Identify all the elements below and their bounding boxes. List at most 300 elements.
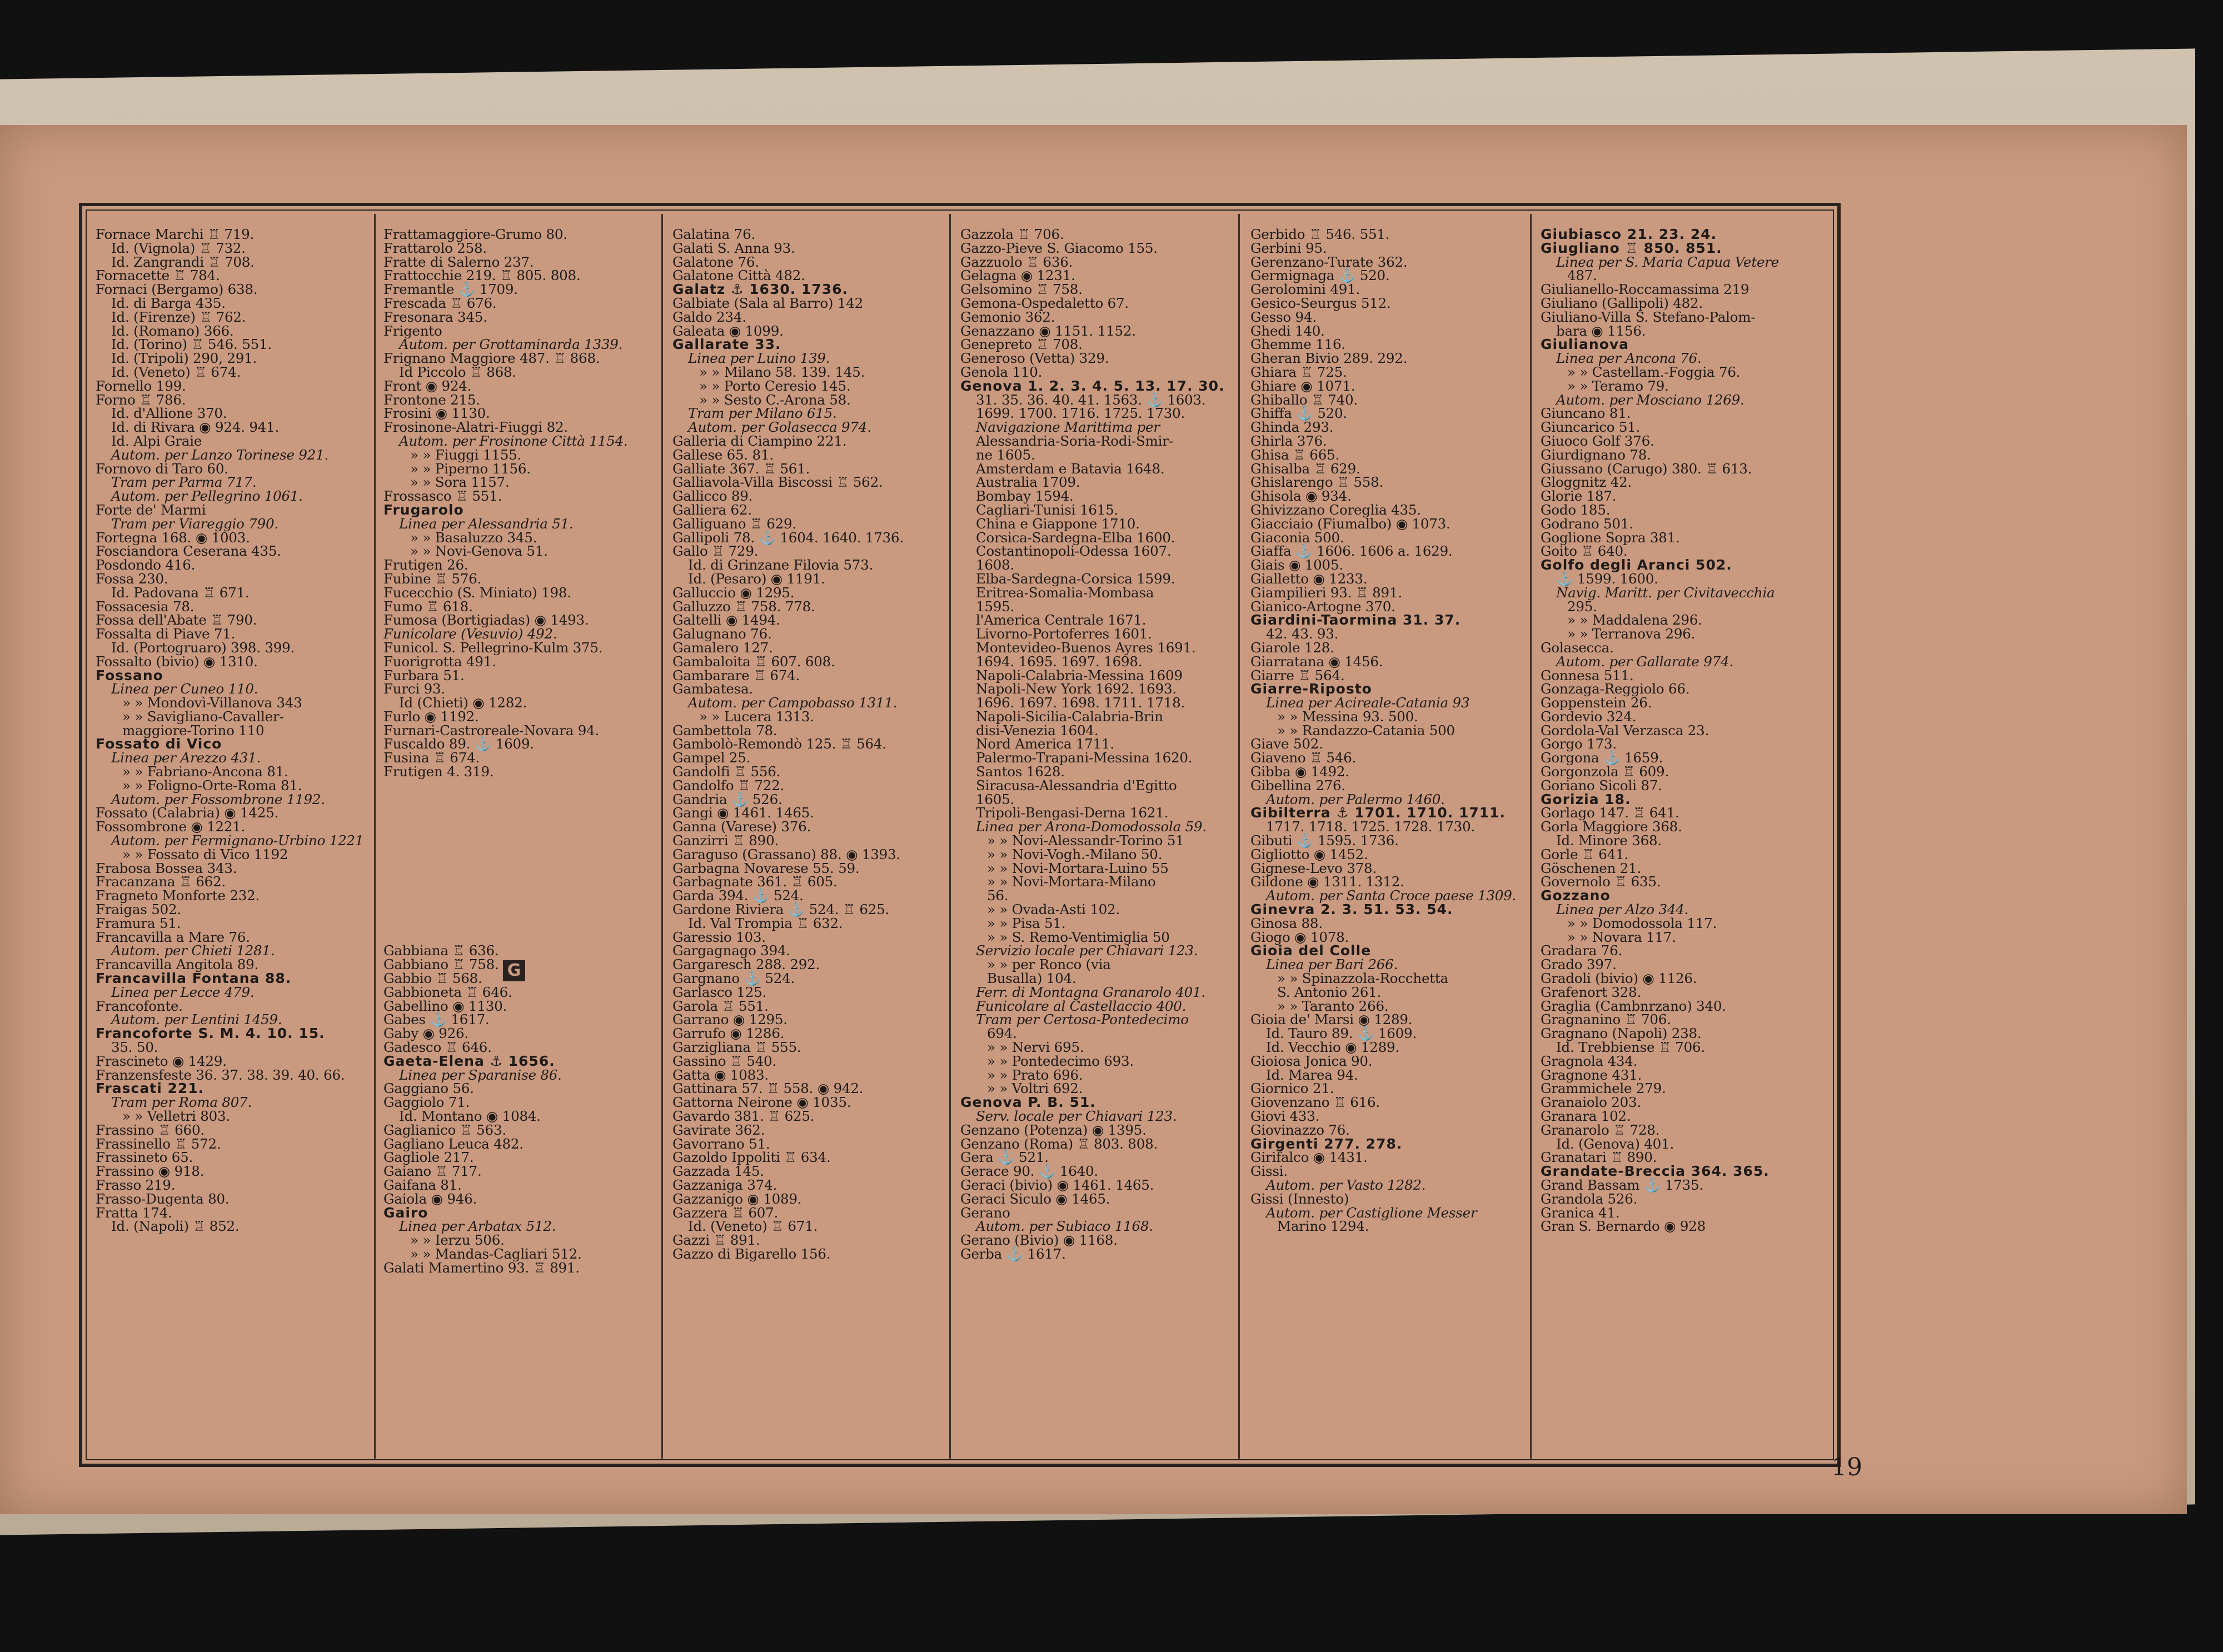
index-entry: 42. 43. 93. [1266,626,1339,642]
index-entry: Id (Chieti) ◉ 1282. [399,695,527,711]
index-entry: » » Fossato di Vico 1192 [122,846,288,862]
index-entry [383,834,659,848]
index-entry: Francofonte. [96,997,183,1014]
index-entry: Gerbido ♖ 546. 551. [1250,228,1390,242]
index-entry: 1696. 1697. 1698. 1711. 1718. [976,695,1185,711]
index-entry: ne 1605. [976,446,1035,463]
index-entry: Fornaci (Bergamo) 638. [96,281,258,298]
index-entry: Palermo-Trapani-Messina 1620. [976,750,1193,766]
index-entry: Golasecca. [1541,639,1614,656]
index-entry: Fraigas 502. [96,901,181,918]
index-entry: Autom. per Campobasso 1311. [688,695,898,711]
index-entry: Frassinello ♖ 572. [96,1135,221,1152]
index-entry: Grado 397. [1541,956,1617,973]
index-entry: » » Basaluzzo 345. [410,529,537,546]
index-entry: Grand Bassam ⚓ 1735. [1541,1176,1703,1193]
index-entry: Linea per Luino 139. [688,350,830,367]
index-entry: Bombay 1594. [976,488,1074,505]
index-entry: Id. Tauro 89. ⚓ 1609. [1266,1025,1417,1042]
index-entry: Gazzaniga 374. [672,1176,777,1193]
index-entry: Garessio 103. [672,929,766,945]
index-column-5 [1250,228,1527,1450]
index-entry: Gera ⚓ 521. [960,1149,1049,1166]
index-entry: Ganzirri ♖ 890. [672,832,779,849]
index-entry: Furnari-Castroreale-Novara 94. [383,722,600,738]
index-entry: Generoso (Vetta) 329. [960,350,1109,367]
index-entry: Gaglianico ♖ 563. [383,1121,506,1138]
index-entry: Gazzi ♖ 891. [672,1232,760,1249]
index-entry: Ghiballo ♖ 740. [1250,391,1358,408]
index-entry: Gissi (Innesto) [1250,1190,1349,1207]
index-entry: 1717. 1718. 1725. 1728. 1730. [1266,818,1476,835]
index-entry: Gioia de' Marsi ◉ 1289. [1250,1011,1413,1028]
index-entry: Id. Trebbiense ♖ 706. [1556,1039,1705,1056]
index-entry: Gabbiana ♖ 636. [383,942,499,959]
index-entry: Id. (Genova) 401. [1556,1135,1674,1152]
index-entry: Gallarate 33. [672,336,781,353]
index-entry: Frutigen 4. 319. [383,763,494,780]
index-entry: Ghivizzano Coreglia 435. [1250,501,1421,518]
index-entry: Gambarare ♖ 674. [672,667,800,683]
index-entry: Gibuti ⚓ 1595. 1736. [1250,832,1399,849]
index-entry: » » Ovada-Asti 102. [987,901,1120,918]
index-entry: Frosinone-Alatri-Fiuggi 82. [383,419,568,436]
index-entry: Fucecchio (S. Miniato) 198. [383,584,571,601]
index-entry: Id. Alpi Graie [111,432,202,449]
index-entry: Gheran Bivio 289. 292. [1250,350,1408,367]
index-entry: Gagliole 217. [383,1149,474,1166]
index-entry: Gissi. [1250,1163,1288,1180]
index-entry: Gragnanino ♖ 706. [1541,1011,1671,1028]
index-entry: Gloggnitz 42. [1541,474,1632,491]
index-entry: Fuscaldo 89. ⚓ 1609. [383,736,534,752]
index-entry: Ferr. di Montagna Granarolo 401. [976,984,1205,1000]
index-entry: Franzensfeste 36. 37. 38. 39. 40. 66. [96,1066,345,1083]
index-entry: S. Antonio 261. [1277,984,1382,1000]
index-entry: Frescada ♖ 676. [383,295,497,311]
index-entry: » » Savigliano-Cavaller- [122,708,284,725]
index-entry: Giuncarico 51. [1541,419,1641,436]
index-entry: Giornico 21. [1250,1080,1334,1097]
index-entry: Giogo ◉ 1078. [1250,929,1349,945]
index-entry: Goito ♖ 640. [1541,543,1628,560]
index-entry: Santos 1628. [976,763,1065,780]
index-entry: Autom. per Castiglione Messer [1266,1204,1477,1221]
index-entry: » » Taranto 266. [1277,997,1389,1014]
index-entry: Id. (Vignola) ♖ 732. [111,239,246,256]
index-entry [383,820,659,834]
index-entry: Fortegna 168. ◉ 1003. [96,529,250,546]
index-entry: Tram per Parma 717. [111,474,257,491]
index-entry: Gonzaga-Reggiolo 66. [1541,681,1690,697]
index-entry [383,862,659,876]
index-entry: Giuliano-Villa S. Stefano-Palom- [1541,308,1756,325]
index-entry: » » Pontedecimo 693. [987,1052,1134,1069]
index-entry: Tram per Roma 807. [111,1094,252,1111]
index-entry: Gassino ♖ 540. [672,1052,776,1069]
index-entry: Nord America 1711. [976,736,1114,752]
index-entry: Garlasco 125. [672,984,767,1000]
index-entry: Gaggiano 56. [383,1080,474,1097]
index-entry: Garrufo ◉ 1286. [672,1025,785,1042]
index-entry: Gialletto ◉ 1233. [1250,570,1368,587]
index-entry: » » Novi-Alessandr-Torino 51 [987,832,1184,849]
index-entry: Frugarolo [383,501,464,518]
index-entry: Gazzola ♖ 706. [960,228,1064,242]
index-entry: Napoli-Calabria-Messina 1609 [976,667,1183,683]
index-entry: Giuncano 81. [1541,405,1631,422]
index-entry: Galtelli ◉ 1494. [672,612,780,628]
index-entry: Genova P. B. 51. [960,1094,1096,1111]
index-entry: Id. Marea 94. [1266,1066,1358,1083]
index-entry: Goriano Sicoli 87. [1541,777,1662,793]
index-entry: Gazzo-Pieve S. Giacomo 155. [960,239,1158,256]
index-entry: Gozzano [1541,887,1611,904]
index-entry: Costantinopoli-Odessa 1607. [976,543,1172,560]
index-entry: Gambolò-Remondò 125. ♖ 564. [672,736,886,752]
index-entry: Grandate-Breccia 364. 365. [1541,1163,1770,1180]
index-entry: Galati Mamertino 93. ♖ 891. [383,1259,580,1276]
index-entry: Id. Padovana ♖ 671. [111,584,250,601]
index-entry: Id. (Romano) 366. [111,322,234,339]
index-entry: Linea per Alzo 344. [1556,901,1689,918]
index-entry: Autom. per Palermo 1460. [1266,791,1445,807]
index-entry: Gesico-Seurgus 512. [1250,295,1391,311]
index-entry: Fragneto Monforte 232. [96,887,260,904]
index-entry: Fossalto (bivio) ◉ 1310. [96,653,258,670]
index-entry: Fratte di Salerno 237. [383,253,534,270]
index-entry: Granatari ♖ 890. [1541,1149,1657,1166]
index-entry [383,889,659,903]
index-entry: Eritrea-Somalia-Mombasa [976,584,1154,601]
index-entry: Gorla Maggiore 368. [1541,818,1682,835]
index-entry: Autom. per Grottaminarda 1339. [399,336,623,353]
index-entry: Id. Vecchio ◉ 1289. [1266,1039,1399,1056]
index-entry: Gonnesa 511. [1541,667,1634,683]
index-entry: Fuorigrotta 491. [383,653,496,670]
index-entry: Gargaresch 288. 292. [672,956,820,973]
index-entry: Ginosa 88. [1250,915,1323,931]
index-entry: Garzigliana ♖ 555. [672,1039,801,1056]
index-entry [383,875,659,889]
index-entry: Gattorna Neirone ◉ 1035. [672,1094,851,1111]
index-entry: Ghemme 116. [1250,336,1345,353]
index-entry: Fossa dell'Abate ♖ 790. [96,612,257,628]
index-entry: Fossato (Calabria) ◉ 1425. [96,805,279,821]
index-entry: Gaggiolo 71. [383,1094,470,1111]
index-entry: Giurdignano 78. [1541,446,1651,463]
index-entry: Front ◉ 924. [383,377,472,394]
index-entry: Gaiola ◉ 946. [383,1190,477,1207]
index-entry: Frassino ♖ 660. [96,1121,205,1138]
index-entry: Frassineto 65. [96,1149,193,1166]
index-entry: Giussano (Carugo) 380. ♖ 613. [1541,460,1752,477]
index-entry: » » Messina 93. 500. [1277,708,1418,725]
index-entry: Id. (Firenze) ♖ 762. [111,308,246,325]
index-entry: Golfo degli Aranci 502. [1541,557,1732,573]
index-entry: Gignese-Levo 378. [1250,860,1377,876]
index-entry: Gemona-Ospedaletto 67. [960,295,1129,311]
index-entry: Gorlago 147. ♖ 641. [1541,805,1679,821]
index-entry: » » Nervi 695. [987,1039,1084,1056]
index-entry: Gran S. Bernardo ◉ 928 [1541,1218,1706,1235]
index-entry: Giampilieri 93. ♖ 891. [1250,584,1402,601]
index-entry [383,848,659,862]
index-entry: Genova 1. 2. 3. 4. 5. 13. 17. 30. [960,377,1225,394]
index-entry: Id. (Napoli) ♖ 852. [111,1218,240,1235]
index-entry: Granara 102. [1541,1108,1631,1124]
index-entry: Giaffa ⚓ 1606. 1606 a. 1629. [1250,543,1453,560]
index-entry: Francavilla Angitola 89. [96,956,259,973]
index-entry: Godrano 501. [1541,515,1633,532]
index-entry: Id. d'Allione 370. [111,405,227,422]
index-entry: Granaiolo 203. [1541,1094,1641,1111]
index-entry: Frascati 221. [96,1080,205,1097]
index-entry: 1699. 1700. 1716. 1725. 1730. [976,405,1185,422]
index-entry: disi-Venezia 1604. [976,722,1099,738]
index-entry: » » Porto Ceresio 145. [699,377,851,394]
index-entry: Napoli-Sicilia-Calabria-Brin [976,708,1163,725]
index-column-3 [672,228,948,1450]
column-rule [1530,214,1532,1459]
index-entry [383,806,659,820]
index-entry: Posdondo 416. [96,557,196,573]
index-entry: Id. Minore 368. [1556,832,1662,849]
index-entry: Goppenstein 26. [1541,695,1652,711]
index-entry: Fumo ♖ 618. [383,598,473,615]
index-entry: Giacciaio (Fiumalbo) ◉ 1073. [1250,515,1451,532]
index-entry: 1605. [976,791,1015,807]
index-entry: Giarratana ◉ 1456. [1250,653,1383,670]
index-entry: Ghisalba ♖ 629. [1250,460,1360,477]
index-entry: Francoforte S. M. 4. 10. 15. [96,1025,325,1042]
index-entry: Linea per Cuneo 110. [111,681,258,697]
index-entry: Gairo [383,1204,428,1221]
index-entry [383,917,659,931]
index-entry: Francavilla a Mare 76. [96,929,250,945]
index-entry: Gildone ◉ 1311. 1312. [1250,874,1404,890]
index-entry: Gambaloita ♖ 607. 608. [672,653,835,670]
index-entry: Gragnola 434. [1541,1052,1638,1069]
index-entry: Garrano ◉ 1295. [672,1011,787,1028]
index-entry: Giovenzano ♖ 616. [1250,1094,1380,1111]
index-entry: Furci 93. [383,681,445,697]
index-entry: Gavorrano 51. [672,1135,770,1152]
index-entry: Granarolo ♖ 728. [1541,1121,1660,1138]
index-entry: Linea per Arbatax 512. [399,1218,556,1235]
index-entry: Gabes ⚓ 1617. [383,1011,490,1028]
index-entry: Gordola-Val Verzasca 23. [1541,722,1709,738]
index-entry: Gerenzano-Turate 362. [1250,253,1408,270]
index-entry: Gazzanigo ◉ 1089. [672,1190,802,1207]
index-entry: 31. 35. 36. 40. 41. 1563. ⚓ 1603. [976,391,1206,408]
index-entry: » » Sesto C.-Arona 58. [699,391,851,408]
index-entry: Germignaga ⚓ 520. [1250,267,1390,284]
index-entry: Francavilla Fontana 88. [96,970,292,987]
index-entry: » » Pisa 51. [987,915,1066,931]
index-entry: Fossano [96,667,163,683]
index-entry: Galbiate (Sala al Barro) 142 [672,295,863,311]
index-entry: » » Domodossola 117. [1567,915,1717,931]
index-entry: Frutigen 26. [383,557,468,573]
index-entry: Furbara 51. [383,667,465,683]
column-rule [949,214,951,1459]
index-entry: Giarre ♖ 564. [1250,667,1345,683]
index-entry: Tram per Milano 615. [688,405,837,422]
index-entry: Gradoli (bivio) ◉ 1126. [1541,970,1697,987]
index-entry: Ghedi 140. [1250,322,1325,339]
index-entry: Serv. locale per Chiavari 123. [976,1108,1177,1124]
index-entry: Galatone 76. [672,253,759,270]
index-entry: Id. Montano ◉ 1084. [399,1108,541,1124]
index-entry: China e Giappone 1710. [976,515,1140,532]
column-rule [1238,214,1240,1459]
index-entry: Galliera 62. [672,501,752,518]
index-entry: Frattarolo 258. [383,239,487,256]
index-column-4 [960,228,1235,1450]
index-entry: 487. [1567,267,1597,284]
index-entry: Glorie 187. [1541,488,1617,505]
index-entry: Giugliano ♖ 850. 851. [1541,239,1722,256]
index-entry: Autom. per Golasecca 974. [688,419,871,436]
index-entry: Garola ♖ 551. [672,997,769,1014]
index-entry: Linea per S. Maria Capua Vetere [1556,253,1780,270]
index-entry: Gagliano Leuca 482. [383,1135,524,1152]
index-entry: Girgenti 277. 278. [1250,1135,1403,1152]
index-entry: Genzano (Potenza) ◉ 1395. [960,1121,1147,1138]
index-entry: Giulianova [1541,336,1629,353]
index-entry: Galugnano 76. [672,626,772,642]
index-entry: Fosciandora Ceserana 435. [96,543,281,560]
index-entry: Gorgona ⚓ 1659. [1541,750,1663,766]
index-entry: Frasso 219. [96,1176,176,1193]
index-entry: Gandolfi ♖ 556. [672,763,781,780]
index-entry: Frassino ◉ 918. [96,1163,205,1180]
index-entry: Ghiara ♖ 725. [1250,363,1347,380]
index-entry: Framura 51. [96,915,181,931]
index-entry: l'America Centrale 1671. [976,612,1147,628]
index-entry: » » per Ronco (via [987,956,1111,973]
index-entry: Gerba ⚓ 1617. [960,1245,1066,1262]
index-entry: Gesso 94. [1250,308,1317,325]
index-entry: Fubine ♖ 576. [383,570,482,587]
index-entry: Godo 185. [1541,501,1611,518]
index-entry: Autom. per Subiaco 1168. [976,1218,1153,1235]
index-entry: Autom. per Pellegrino 1061. [111,488,303,505]
index-entry: Gambettola 78. [672,722,777,738]
index-entry: bara ◉ 1156. [1556,322,1646,339]
index-entry: Autom. per Chieti 1281. [111,942,275,959]
index-entry: Servizio locale per Chiavari 123. [976,942,1198,959]
index-entry: Id. (Portogruaro) 398. 399. [111,639,295,656]
index-entry: Furlo ◉ 1192. [383,708,479,725]
index-entry: Gallicco 89. [672,488,753,505]
index-entry: Montevideo-Buenos Ayres 1691. [976,639,1196,656]
index-entry: Fossa 230. [96,570,168,587]
index-entry: Gallese 65. 81. [672,446,774,463]
index-entry: Göschenen 21. [1541,860,1642,876]
index-entry: » » Fabriano-Ancona 81. [122,763,288,780]
index-entry: Gorle ♖ 641. [1541,846,1629,862]
index-entry: Giuliano (Gallipoli) 482. [1541,295,1703,311]
index-entry: Gandolfo ♖ 722. [672,777,785,793]
index-entry: 694. [987,1025,1017,1042]
index-entry: Gadesco ♖ 646. [383,1039,492,1056]
index-entry: Frigento [383,322,442,339]
index-entry: Giubiasco 21. 23. 24. [1541,228,1717,242]
index-entry: Australia 1709. [976,474,1080,491]
index-entry: Gabbio ♖ 568. [383,970,482,987]
index-entry: Frattamaggiore-Grumo 80. [383,228,567,242]
index-entry: Fossombrone ◉ 1221. [96,818,246,835]
index-entry: Linea per Lecce 479. [111,984,255,1000]
index-entry: Gragnano (Napoli) 238. [1541,1025,1702,1042]
index-entry: » » Novi-Mortara-Milano [987,874,1156,890]
index-entry: Galliguano ♖ 629. [672,515,796,532]
index-entry: Gazzuolo ♖ 636. [960,253,1073,270]
index-entry: Id. Zangrandi ♖ 708. [111,253,255,270]
index-entry: Giarole 128. [1250,639,1334,656]
index-entry: » » Milano 58. 139. 145. [699,363,865,380]
index-entry: Linea per Bari 266. [1266,956,1398,973]
index-entry: Ghiffa ⚓ 520. [1250,405,1347,422]
index-entry: Gerace 90. ⚓ 1640. [960,1163,1098,1180]
index-entry: » » Lucera 1313. [699,708,814,725]
index-entry: Gandria ⚓ 526. [672,791,782,807]
index-entry: Ghinda 293. [1250,419,1334,436]
index-entry: Genepreto ♖ 708. [960,336,1083,353]
index-entry [383,793,659,807]
index-entry: » » Voltri 692. [987,1080,1083,1097]
index-entry: Fornace Marchi ♖ 719. [96,228,255,242]
index-entry: Galeata ◉ 1099. [672,322,784,339]
index-entry: Gampel 25. [672,750,751,766]
index-entry: Gatta ◉ 1083. [672,1066,769,1083]
index-entry: Ghirla 376. [1250,432,1327,449]
index-entry: Gerolomini 491. [1250,281,1360,298]
index-entry: Frascineto ◉ 1429. [96,1052,227,1069]
index-entry: Forte de' Marmi [96,501,206,518]
index-entry: Autom. per Fermignano-Urbino 1221 [111,832,364,849]
index-entry: Gibba ◉ 1492. [1250,763,1349,780]
index-entry: Grafenort 328. [1541,984,1642,1000]
index-entry: 1694. 1695. 1697. 1698. [976,653,1143,670]
index-entry: Galliavola-Villa Biscossi ♖ 562. [672,474,883,491]
index-entry: Giovi 433. [1250,1108,1320,1124]
index-entry: » » Randazzo-Catania 500 [1277,722,1455,738]
index-entry: Gemonio 362. [960,308,1055,325]
index-entry: Gioia del Colle [1250,942,1372,959]
index-entry: Gradara 76. [1541,942,1623,959]
index-entry: Linea per Acireale-Catania 93 [1266,695,1470,711]
index-entry: Gaifana 81. [383,1176,462,1193]
index-entry: Gargagnago 394. [672,942,791,959]
index-entry: Geraci (bivio) ◉ 1461. 1465. [960,1176,1154,1193]
index-entry: Tram per Certosa-Pontedecimo [976,1011,1189,1028]
index-entry: Ginevra 2. 3. 51. 53. 54. [1250,901,1453,918]
index-entry: Frosini ◉ 1130. [383,405,490,422]
index-entry: Frattocchie 219. ♖ 805. 808. [383,267,581,284]
index-entry: Galatone Città 482. [672,267,805,284]
index-entry: Fossacesia 78. [96,598,195,615]
index-entry: Genola 110. [960,363,1043,380]
index-entry: Linea per Alessandria 51. [399,515,574,532]
index-entry: Autom. per Mosciano 1269. [1556,391,1744,408]
index-entry: Gelsomino ♖ 758. [960,281,1083,298]
index-entry: Gibellina 276. [1250,777,1346,793]
index-entry: » » Novi-Mortara-Luino 55 [987,860,1169,876]
index-entry: Fossato di Vico [96,736,222,752]
